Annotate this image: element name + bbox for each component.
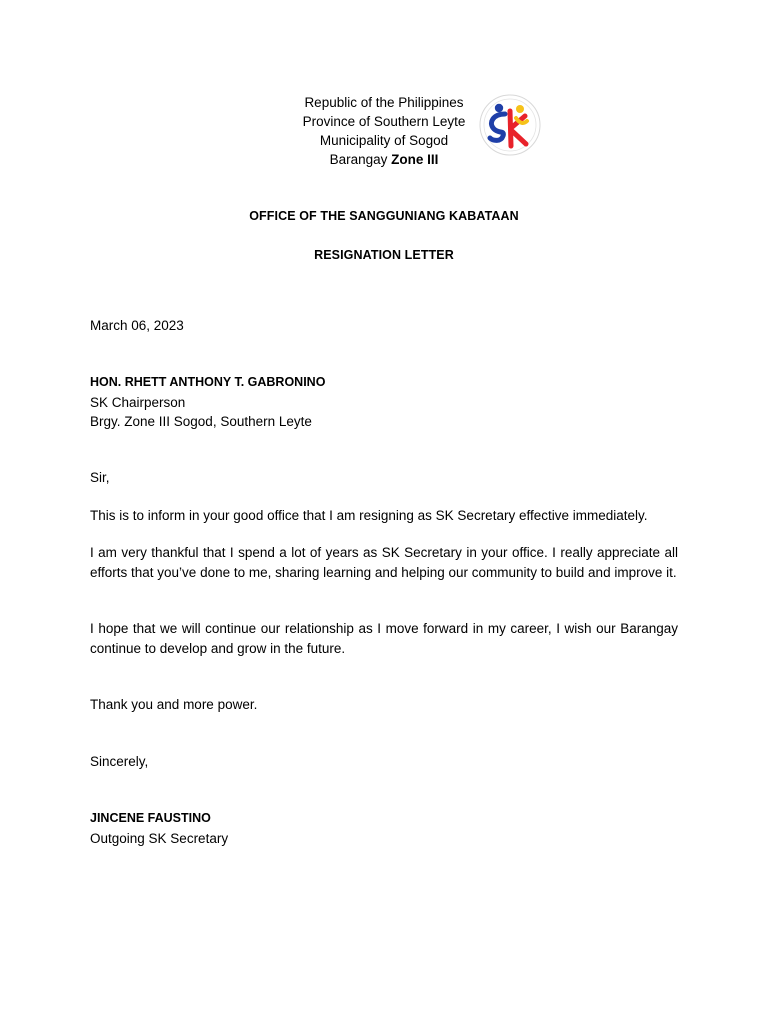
body-paragraph-1: This is to inform in your good office that I am resigning as SK Secretary effective immediately. bbox=[90, 508, 648, 523]
logo-head-yellow bbox=[516, 105, 524, 113]
signatory-title: Outgoing SK Secretary bbox=[90, 830, 229, 846]
letterhead bbox=[0, 93, 768, 169]
signature-block bbox=[90, 809, 678, 848]
letterhead-barangay bbox=[0, 150, 768, 169]
salutation: Sir, bbox=[90, 470, 110, 485]
body-paragraph-3: I hope that we will continue our relationship as I move forward in my career, I wish our Barangay continue to develop and grow in the future. bbox=[90, 621, 678, 656]
letter-date: March 06, 2023 bbox=[90, 318, 184, 333]
barangay-name: Zone III bbox=[391, 152, 439, 167]
recipient-block bbox=[90, 373, 678, 432]
logo-head-blue bbox=[495, 104, 503, 112]
barangay-prefix: Barangay bbox=[329, 152, 392, 167]
sk-logo-icon bbox=[479, 94, 541, 156]
closing-note: Thank you and more power. bbox=[90, 697, 258, 712]
recipient-position: SK Chairperson bbox=[90, 394, 186, 410]
body-paragraph-2: I am very thankful that I spend a lot of years as SK Secretary in your office. I really appreciate all efforts that you’ve done to me, sharing learning and helping our community to build and improve it. bbox=[90, 545, 678, 580]
document-title: RESIGNATION LETTER bbox=[314, 248, 454, 262]
office-title: OFFICE OF THE SANGGUNIANG KABATAAN bbox=[249, 209, 519, 223]
letterhead-municipality: Municipality of Sogod bbox=[319, 133, 449, 148]
letterhead-country: Republic of the Philippines bbox=[304, 95, 464, 110]
recipient-name: HON. RHETT ANTHONY T. GABRONINO bbox=[90, 375, 326, 389]
signatory-name: JINCENE FAUSTINO bbox=[90, 811, 211, 825]
recipient-address: Brgy. Zone III Sogod, Southern Leyte bbox=[90, 414, 312, 429]
closing: Sincerely, bbox=[90, 754, 149, 769]
letterhead-province: Province of Southern Leyte bbox=[302, 114, 466, 129]
